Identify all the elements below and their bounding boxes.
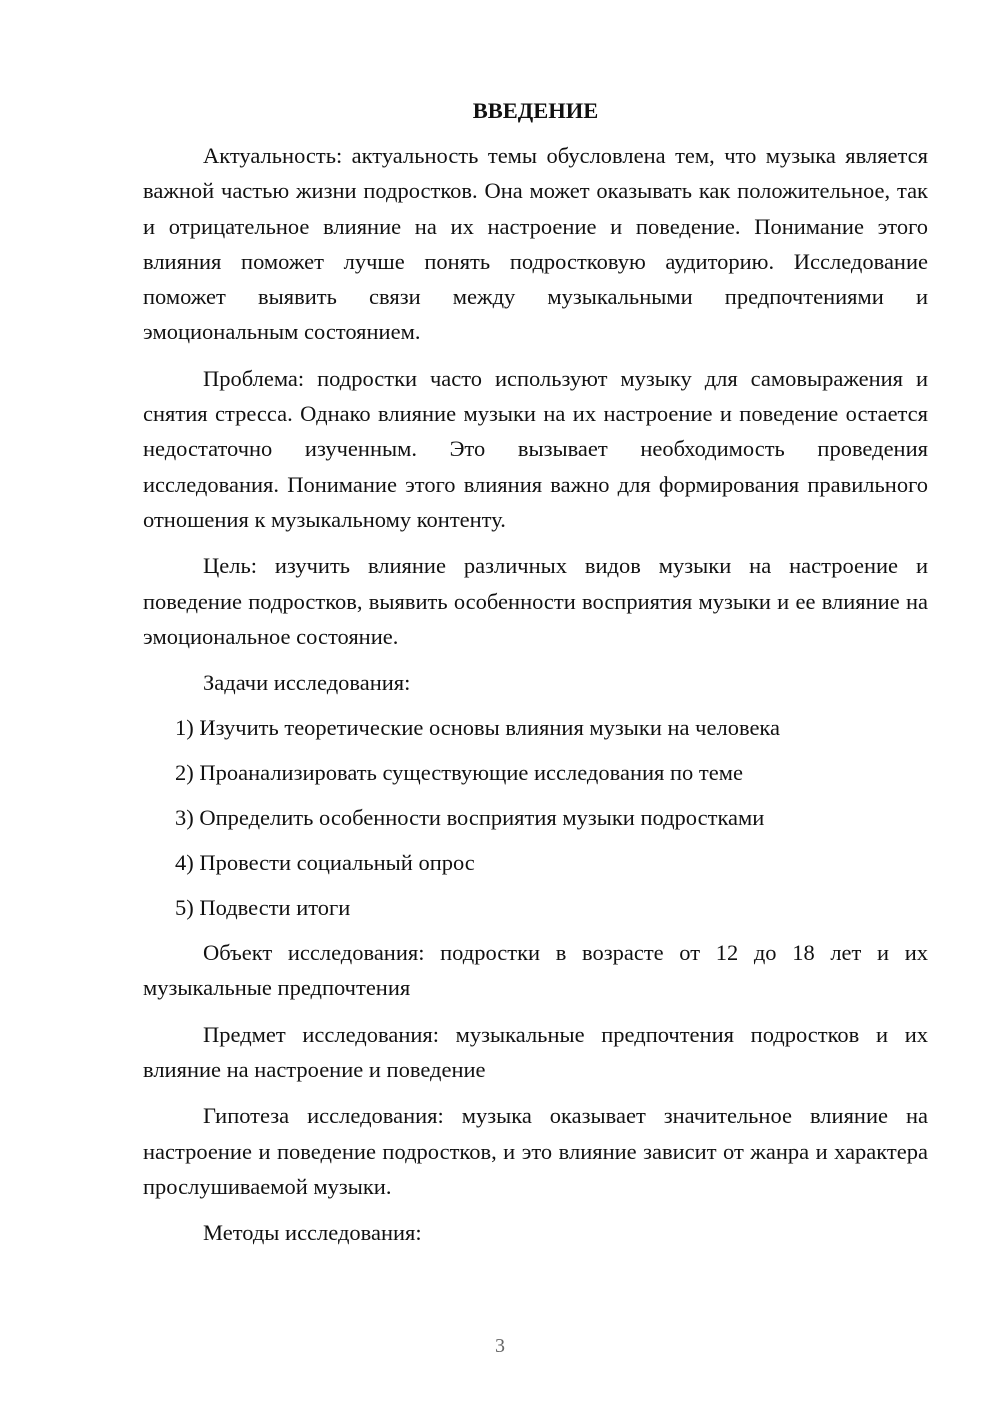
task-item-4: 4) Провести социальный опрос: [175, 850, 475, 876]
relevance-paragraph: Актуальность: актуальность темы обусловлена тем, что музыка является важной частью жизни подростков. Она может оказывать как положительное, так и отрицательное влияние на их настроение и поведение. Понимание этого влияния поможет лучше понять подростковую аудиторию. Исследование поможет выявить связи между музыкальными предпочтениями и эмоциональным состоянием.: [143, 143, 928, 345]
tasks-label: Задачи исследования:: [203, 670, 411, 696]
page-content: [143, 93, 928, 1260]
problem-paragraph: Проблема: подростки часто используют музыку для самовыражения и снятия стресса. Однако влияние музыки на их настроение и поведение остается недостаточно изученным. Это вызывает необходимость проведения исследования. Понимание этого влияния важно для формирования правильного отношения к музыкальному контенту.: [143, 365, 928, 532]
section-heading: ВВЕДЕНИЕ: [472, 98, 599, 123]
page-number: 3: [495, 1335, 505, 1357]
object-paragraph: Объект исследования: подростки в возрасте от 12 до 18 лет и их музыкальные предпочтения: [143, 940, 928, 1001]
task-item-1: 1) Изучить теоретические основы влияния музыки на человека: [175, 715, 781, 741]
subject-paragraph: Предмет исследования: музыкальные предпочтения подростков и их влияние на настроение и поведение: [143, 1021, 928, 1083]
hypothesis-paragraph: Гипотеза исследования: музыка оказывает значительное влияние на настроение и поведение подростков, и это влияние зависит от жанра и характера прослушиваемой музыки.: [143, 1103, 928, 1199]
task-item-2: 2) Проанализировать существующие исследования по теме: [175, 760, 743, 786]
goal-paragraph: Цель: изучить влияние различных видов музыки на настроение и поведение подростков, выявить особенности восприятия музыки и ее влияние на эмоциональное состояние.: [143, 553, 928, 649]
tasks-list: [143, 710, 928, 925]
task-item-5: 5) Подвести итоги: [175, 895, 351, 921]
methods-label: Методы исследования:: [203, 1220, 422, 1246]
task-item-3: 3) Определить особенности восприятия музыки подростками: [175, 805, 765, 831]
